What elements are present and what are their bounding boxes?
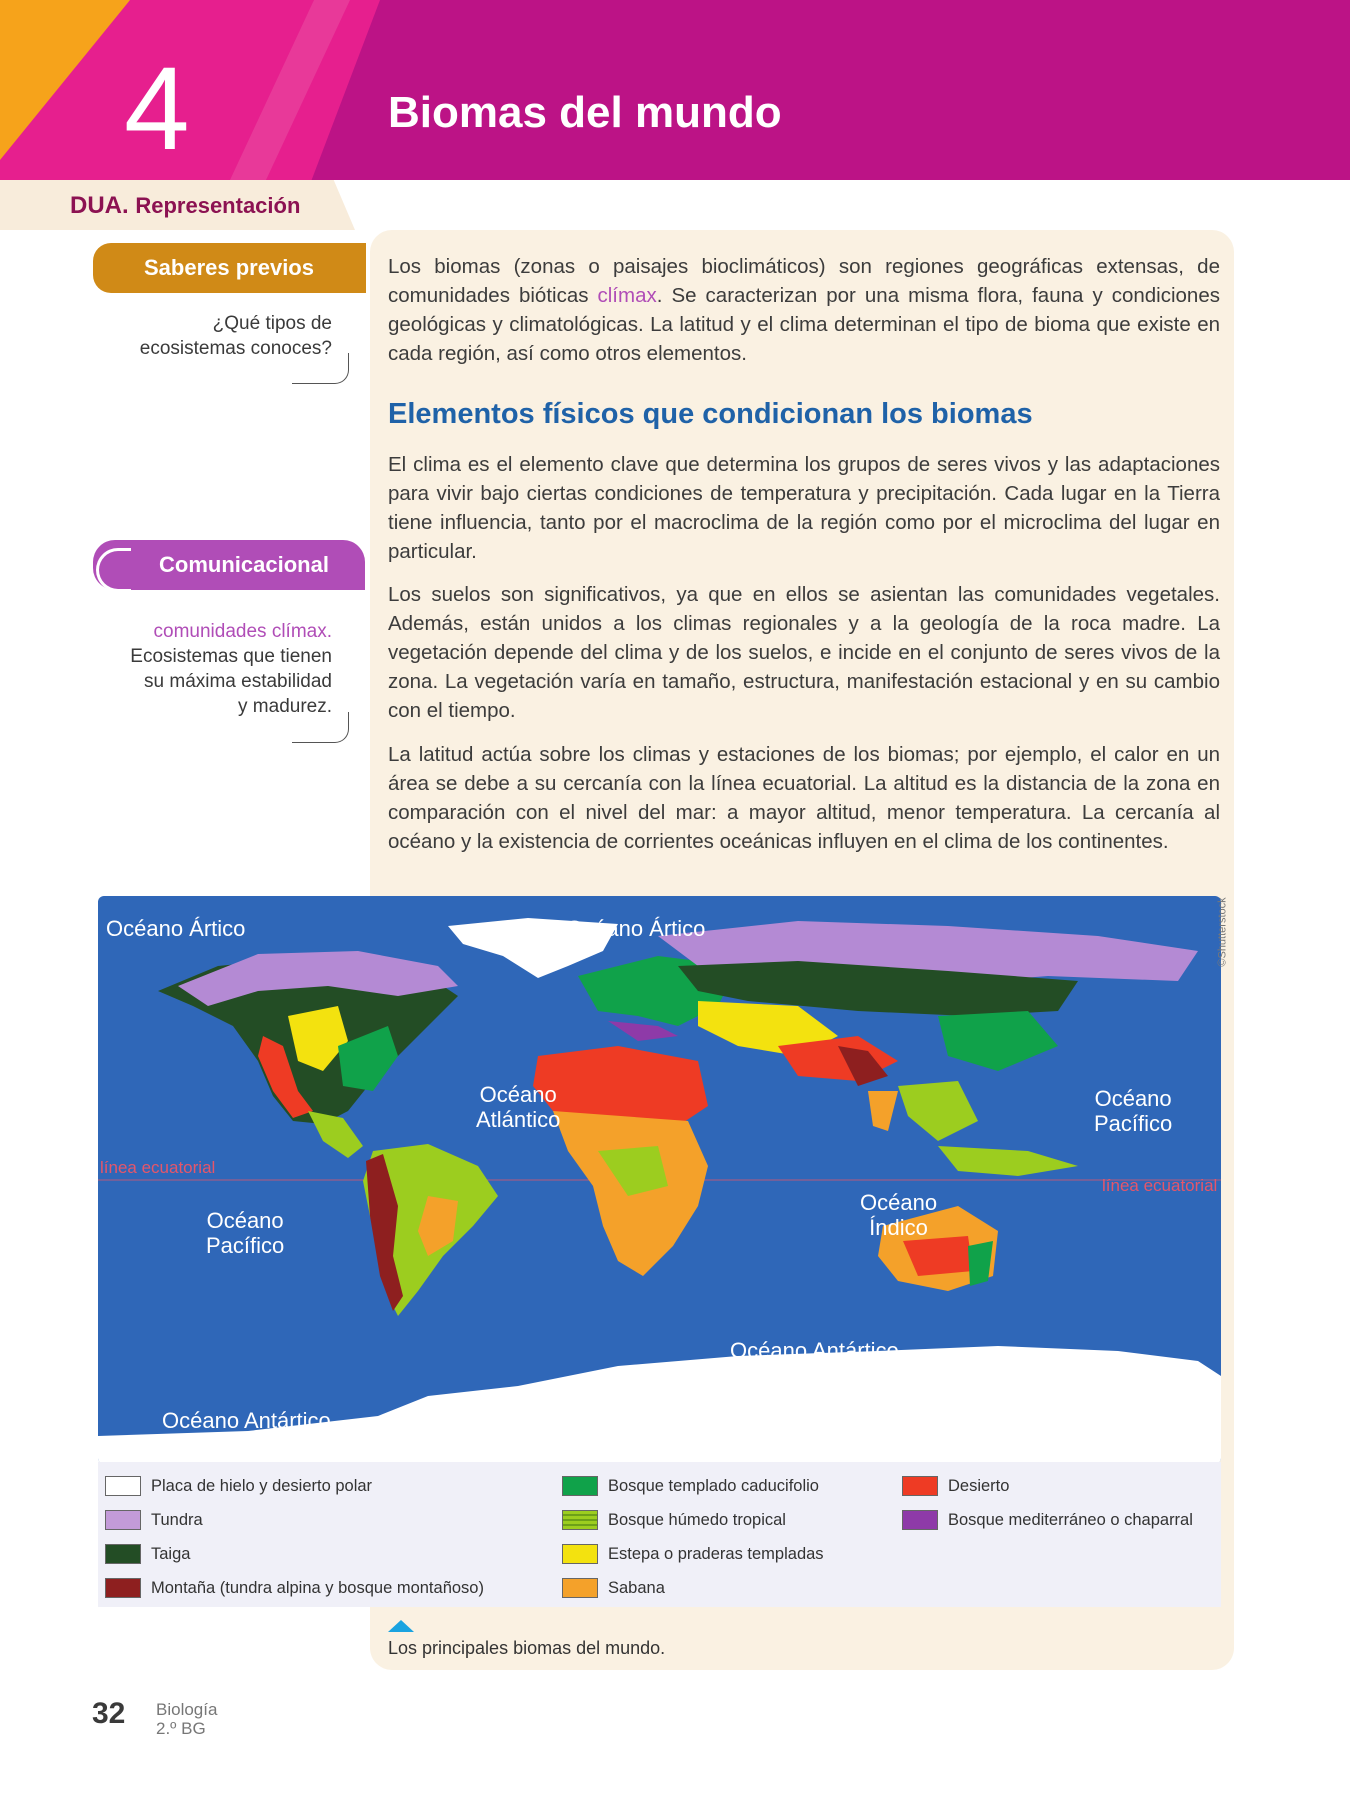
legend-swatch: [902, 1476, 938, 1496]
legend-item-estepa: [562, 1542, 824, 1566]
legend-item-taiga: [105, 1542, 190, 1566]
paragraph-clima: El clima es el elemento clave que determina los grupos de seres vivos y las adaptaciones para vivir bajo ciertas condiciones de temperatura y precipitación. Cada lugar en la Tierra tiene influencia, tanto por el macroclima de la región como por el microclima del lugar en particular.: [388, 453, 1220, 563]
legend-swatch: [105, 1544, 141, 1564]
legend-label: Sabana: [608, 1578, 665, 1597]
legend-item-tropical: [562, 1508, 786, 1532]
legend-swatch: [562, 1476, 598, 1496]
legend-swatch: [105, 1510, 141, 1530]
map-svg: [98, 896, 1221, 1464]
photo-credit: [1216, 892, 1238, 976]
label-artico-e: Océano Ártico: [566, 916, 706, 941]
label-ecuador-e: línea ecuatorial: [1102, 1176, 1218, 1195]
saberes-line1: ¿Qué tipos de: [212, 313, 332, 334]
label-antartico-e: Océano Antártico: [730, 1338, 899, 1363]
gloss-line1: Ecosistemas que tienen: [130, 646, 332, 667]
label-antartico-w: Océano Antártico: [162, 1408, 331, 1433]
intro-paragraph: [388, 252, 1220, 368]
label-artico-w: Océano Ártico: [106, 916, 246, 941]
legend-item-montana: [105, 1576, 484, 1600]
saberes-line2: ecosistemas conoces?: [139, 338, 332, 359]
footer-subject: [156, 1700, 217, 1738]
dua-label: [70, 192, 300, 220]
legend-item-sabana: [562, 1576, 665, 1600]
footer-grade: 2.º BG: [156, 1719, 206, 1738]
gloss-term: comunidades clímax.: [153, 621, 332, 642]
label-ecuador-w: línea ecuatorial: [100, 1158, 216, 1177]
legend-swatch: [902, 1510, 938, 1530]
legend-item-mediterraneo: [902, 1508, 1193, 1532]
intro-text-a: Los biomas (zonas o paisajes bioclimáticos) son regiones geográficas extensas, de comunidades bióticas: [388, 255, 1220, 307]
comunicacional-tab: [93, 540, 365, 590]
legend-item-desierto: [902, 1474, 1009, 1498]
label-pacifico-e2: Pacífico: [1094, 1111, 1173, 1136]
comunicacional-title: Comunicacional: [159, 552, 329, 577]
intro-term-climax: clímax: [597, 284, 657, 307]
label-pacifico-e: [1094, 1086, 1172, 1136]
label-pacifico-e1: Océano: [1094, 1086, 1172, 1111]
world-biomes-map: [98, 896, 1221, 1464]
label-indico-1: Océano: [860, 1190, 938, 1215]
label-atlantico-1: Océano: [479, 1082, 557, 1107]
section-heading: Elementos físicos que condicionan los biomas: [388, 398, 1033, 430]
dua-prefix: DUA.: [70, 192, 129, 219]
legend-label: Taiga: [151, 1544, 191, 1563]
legend-item-tundra: [105, 1508, 203, 1532]
legend-label: Bosque templado caducifolio: [608, 1476, 819, 1495]
page-number: 32: [92, 1697, 126, 1730]
figure-caption: Los principales biomas del mundo.: [388, 1638, 666, 1658]
legend-label: Montaña (tundra alpina y bosque montañoso): [151, 1578, 484, 1597]
legend-label: Estepa o praderas templadas: [608, 1544, 824, 1563]
legend-label: Tundra: [151, 1510, 203, 1529]
label-pacifico-w1: Océano: [206, 1208, 284, 1233]
legend-swatch: [105, 1578, 141, 1598]
gloss-line3: y madurez.: [238, 696, 332, 717]
label-pacifico-w: [206, 1208, 284, 1258]
legend-item-templado: [562, 1474, 819, 1498]
legend-label: Bosque mediterráneo o chaparral: [948, 1510, 1193, 1529]
label-pacifico-w2: Pacífico: [206, 1233, 285, 1258]
gloss-line2: su máxima estabilidad: [144, 671, 332, 692]
label-indico: [860, 1190, 937, 1240]
legend-label: Placa de hielo y desierto polar: [151, 1476, 373, 1495]
footer-subject-name: Biología: [156, 1700, 218, 1719]
paragraph-suelos: Los suelos son significativos, ya que en ellos se asientan las comunidades vegetales. Además, están unidos a los climas regionales y a la geología de la roca madre. La vegetación depende del clima y de los suelos, e incide en el conjunto de seres vivos de la zona. La vegetación varía en tamaño, estructura, manifestación estacional y en su cambio con el tiempo.: [388, 583, 1220, 722]
label-atlantico: [476, 1082, 560, 1132]
saberes-previos-tab: [93, 243, 365, 293]
dua-sub: Representación: [135, 193, 301, 218]
legend-swatch: [562, 1544, 598, 1564]
comunicacional-definition: [130, 619, 332, 719]
intro-text-b: . Se caracterizan por una misma flora, fauna y condiciones geológicas y climatológicas. La latitud y el clima determinan el tipo de bioma que existe en cada región, así como otros elementos.: [388, 284, 1220, 365]
legend-swatch: [562, 1578, 598, 1598]
legend-swatch: [105, 1476, 141, 1496]
legend-item-hielo: [105, 1474, 372, 1498]
caption-triangle-icon: [388, 1620, 414, 1632]
paragraph-latitud: La latitud actúa sobre los climas y estaciones de los biomas; por ejemplo, el calor en un área se debe a su cercanía con la línea ecuatorial. La altitud es la distancia de la zona en comparación con el nivel del mar: a mayor altitud, menor temperatura. La cercanía al océano y la existencia de corrientes oceánicas influyen en el clima de los continentes.: [388, 743, 1220, 853]
saberes-divider: [292, 353, 349, 384]
map-legend: [98, 1462, 1221, 1607]
page-title: Biomas del mundo: [388, 88, 782, 137]
photo-credit-text: ©Shutterstock: [1216, 897, 1229, 967]
legend-label: Bosque húmedo tropical: [608, 1510, 786, 1529]
legend-label: Desierto: [948, 1476, 1010, 1495]
legend-swatch: [562, 1510, 598, 1530]
label-atlantico-2: Atlántico: [476, 1107, 561, 1132]
unit-number: 4: [124, 43, 190, 175]
saberes-title: Saberes previos: [144, 255, 314, 280]
comunicacional-divider: [292, 712, 349, 743]
label-indico-2: Índico: [869, 1215, 928, 1240]
